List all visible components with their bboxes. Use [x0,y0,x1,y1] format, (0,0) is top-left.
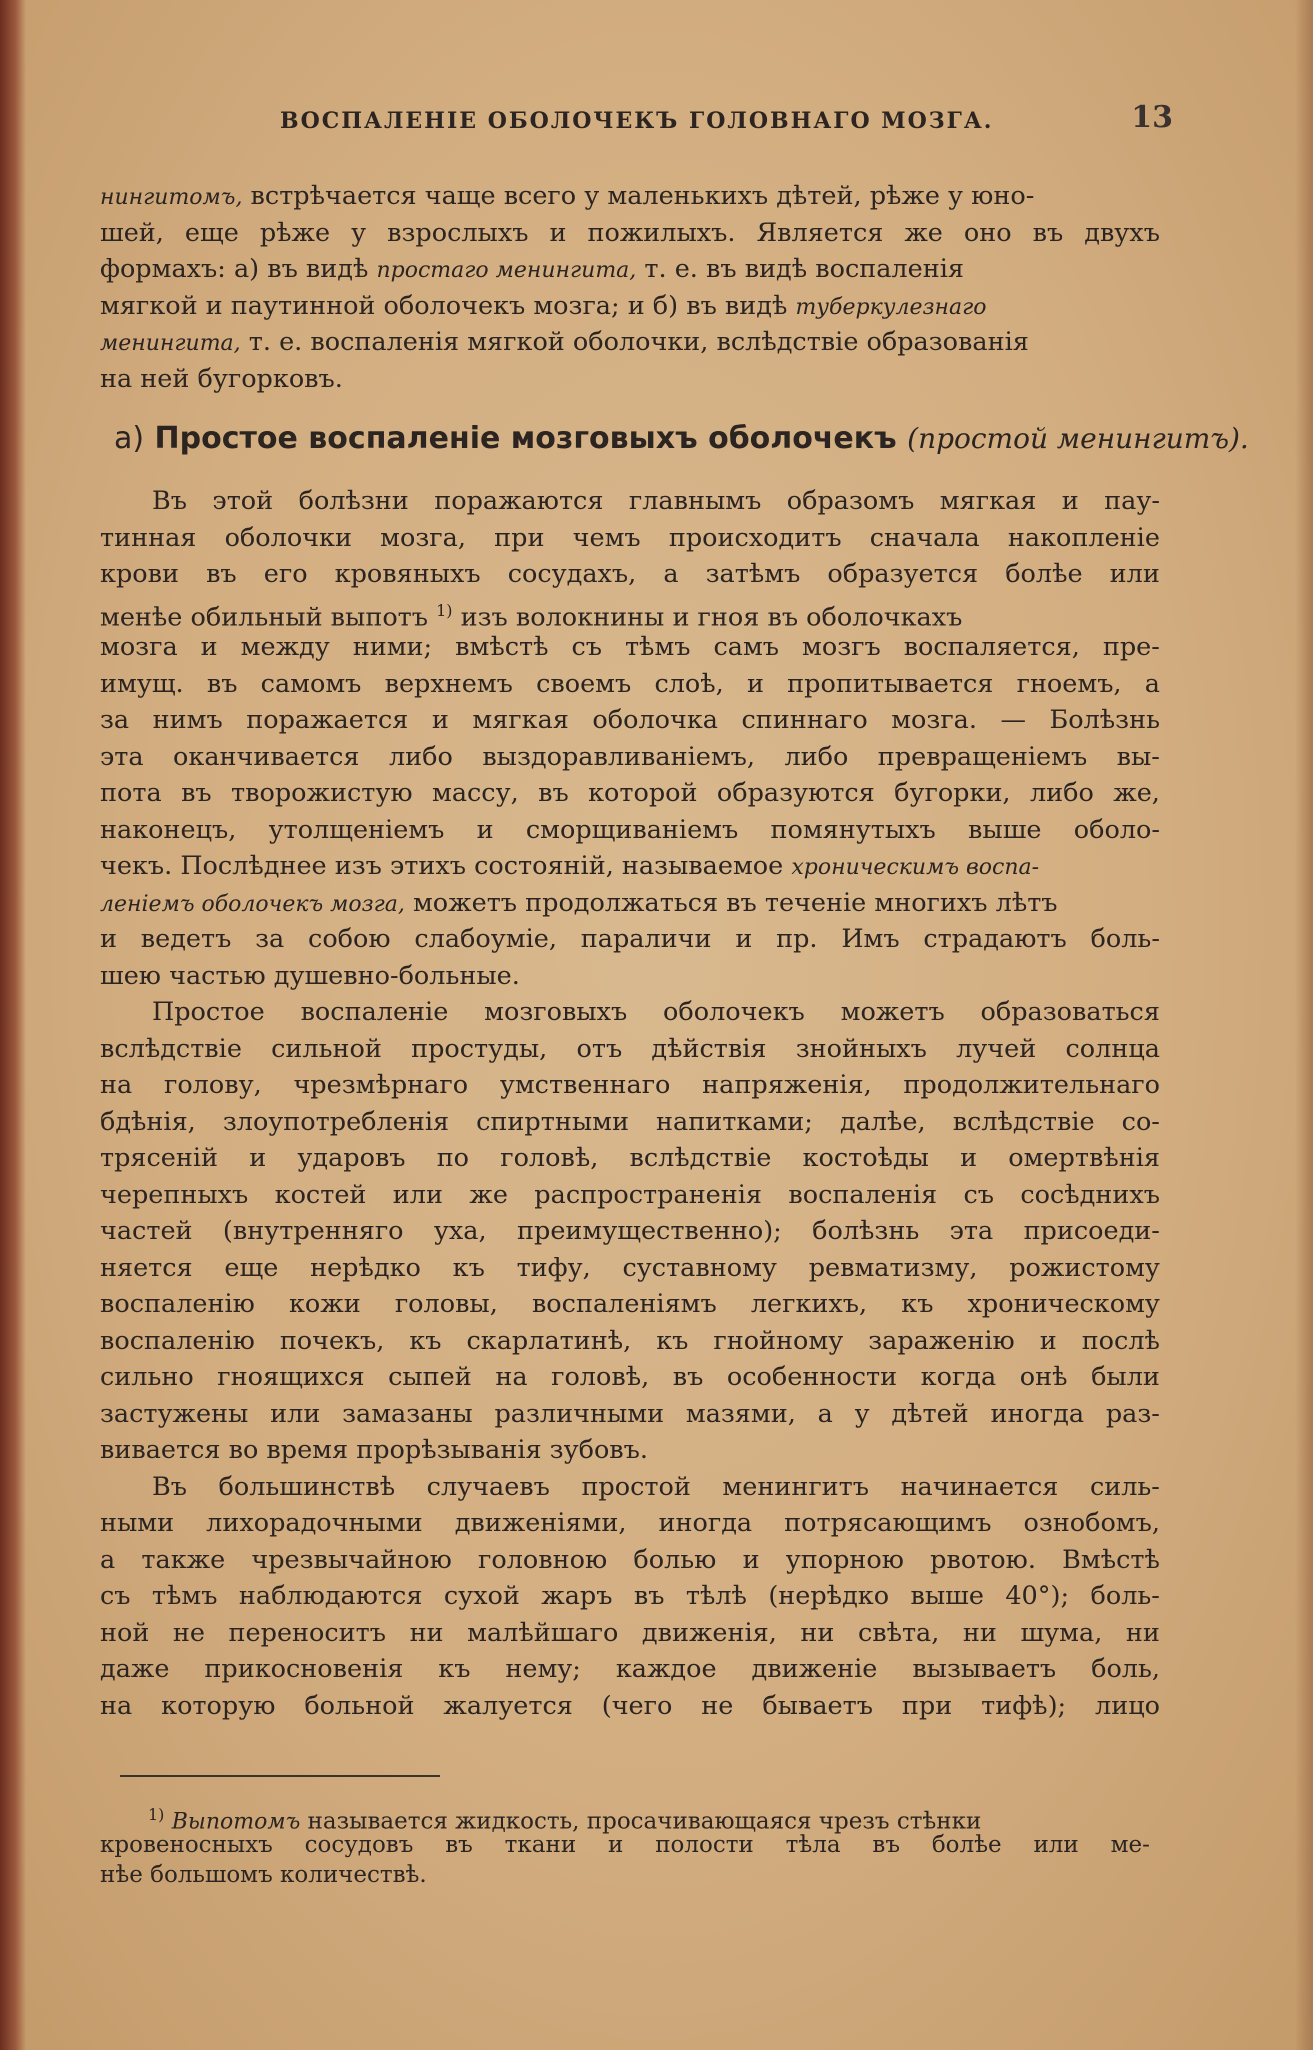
text-line: крови въ его кровяныхъ сосудахъ, а затѣмъ образуется болѣе или [100,559,1160,589]
text-line: мозга и между ними; вмѣстѣ съ тѣмъ самъ мозгъ воспаляется, пре- [100,632,1160,662]
text-line: за нимъ поражается и мягкая оболочка спиннаго мозга. — Болѣзнь [100,705,1160,735]
footnote [100,1800,1150,1890]
body-text [100,178,1249,1724]
text-line: нингитомъ, встрѣчается чаще всего у маленькихъ дѣтей, рѣже у юно- [100,181,1035,211]
text-line: пота въ творожистую массу, въ которой образуются бугорки, либо же, [100,778,1160,808]
text-line: чекъ. Послѣднее изъ этихъ состояній, называемое хроническимъ воспа- [100,851,1040,881]
footnote-ref: 1) [436,600,453,620]
text-line: вивается во время прорѣзыванія зубовъ. [100,1435,648,1465]
text-line: бдѣнія, злоупотребленія спиртными напитками; далѣе, вслѣдствіе со- [100,1106,1160,1137]
text-line: черепныхъ костей или же распространенія воспаленія съ сосѣднихъ [100,1179,1160,1210]
footnote-line: кровеносныхъ сосудовъ въ ткани и полости тѣла въ болѣе или ме- [100,1832,1150,1858]
footnote-divider [120,1775,440,1777]
text-line: а также чрезвычайною головною болью и упорною рвотою. Вмѣстѣ [100,1544,1160,1575]
text-line: тинная оболочки мозга, при чемъ происходитъ сначала накопленіе [100,522,1160,553]
section-heading [114,419,1249,459]
text-line: Въ большинствѣ случаевъ простой менингитъ начинается силь- [152,1471,1160,1502]
intro-paragraph [100,178,1160,397]
paragraph-2 [100,994,1160,1469]
text-line: леніемъ оболочекъ мозга, можетъ продолжаться въ теченіе многихъ лѣтъ [100,887,1058,918]
page-header [100,100,1173,140]
text-line: и ведетъ за собою слабоуміе, параличи и пр. Имъ страдаютъ боль- [100,924,1160,954]
text-line: эта оканчивается либо выздоравливаніемъ, либо превращеніемъ вы- [100,741,1160,772]
text-line: трясеній и ударовъ по головѣ, вслѣдствіе костоѣды и омертвѣнія [100,1143,1160,1173]
text-line: Простое воспаленіе мозговыхъ оболочекъ можетъ образоваться [152,997,1160,1027]
text-line: вслѣдствіе сильной простуды, отъ дѣйствія знойныхъ лучей солнца [100,1033,1160,1064]
running-title: ВОСПАЛЕНІЕ ОБОЛОЧЕКЪ ГОЛОВНАГО МОЗГА. [280,108,994,134]
text-line: даже прикосновенія къ нему; каждое движеніе вызываетъ боль, [100,1654,1160,1684]
text-line: воспаленію кожи головы, воспаленіямъ легкихъ, къ хроническому [100,1289,1160,1319]
text-line: на ней бугорковъ. [100,363,343,394]
footnote-marker: 1) [148,1805,165,1824]
text-line: няется еще нерѣдко къ тифу, суставному ревматизму, рожистому [100,1252,1160,1283]
text-line: застужены или замазаны различными мазями, а у дѣтей иногда раз- [100,1398,1160,1429]
page-edge-right [1295,0,1313,2050]
text-line: съ тѣмъ наблюдаются сухой жаръ въ тѣлѣ (нерѣдко выше 40°); боль- [100,1581,1160,1611]
text-line: Въ этой болѣзни поражаются главнымъ образомъ мягкая и пау- [152,486,1160,516]
paragraph-3 [100,1469,1160,1725]
text-line: шей, еще рѣже у взрослыхъ и пожилыхъ. Является же оно въ двухъ [100,217,1160,248]
text-line: воспаленію почекъ, къ скарлатинѣ, къ гнойному зараженію и послѣ [100,1325,1160,1356]
text-line: формахъ: а) въ видѣ простаго менингита, т. е. въ видѣ воспаленія [100,254,964,284]
text-line: на голову, чрезмѣрнаго умственнаго напряженія, продолжительнаго [100,1070,1160,1100]
text-line: наконецъ, утолщеніемъ и сморщиваніемъ помянутыхъ выше оболо- [100,814,1160,845]
footnote-line: $^{1)}$ Выпотомъ называется жидкость, просачивающаяся чрезъ стѣнки [148,1805,982,1835]
page-edge-left [0,0,26,2050]
text-line: мягкой и паутинной оболочекъ мозга; и б) въ видѣ туберкулезнаго [100,290,987,321]
text-line: ной не переноситъ ни малѣйшаго движенія, ни свѣта, ни шума, ни [100,1617,1160,1648]
text-line: менѣе обильный выпотъ $^{1)}$ изъ волокнины и гноя въ оболочкахъ [100,600,963,632]
section-prefix: а) [114,421,145,456]
section-title: Простое воспаленіе мозговыхъ оболочекъ [154,421,897,456]
text-line: менингита, т. е. воспаленія мягкой оболочки, вслѣдствіе образованія [100,327,1029,357]
text-line: сильно гноящихся сыпей на головѣ, въ особенности когда онѣ были [100,1362,1160,1392]
text-line: на которую больной жалуется (чего не бываетъ при тифѣ); лицо [100,1690,1160,1721]
text-line: имущ. въ самомъ верхнемъ своемъ слоѣ, и пропитывается гноемъ, а [100,668,1160,699]
footnote-line: нѣе большомъ количествѣ. [100,1862,427,1888]
page-number: 13 [1131,100,1173,135]
text-line: шею частью душевно-больные. [100,960,520,991]
text-line: ными лихорадочными движеніями, иногда потрясающимъ ознобомъ, [100,1508,1160,1538]
paragraph-1 [100,483,1160,994]
text-line: частей (внутренняго уха, преимущественно); болѣзнь эта присоеди- [100,1216,1160,1246]
section-alt-title: (простой менингитъ). [907,422,1249,455]
